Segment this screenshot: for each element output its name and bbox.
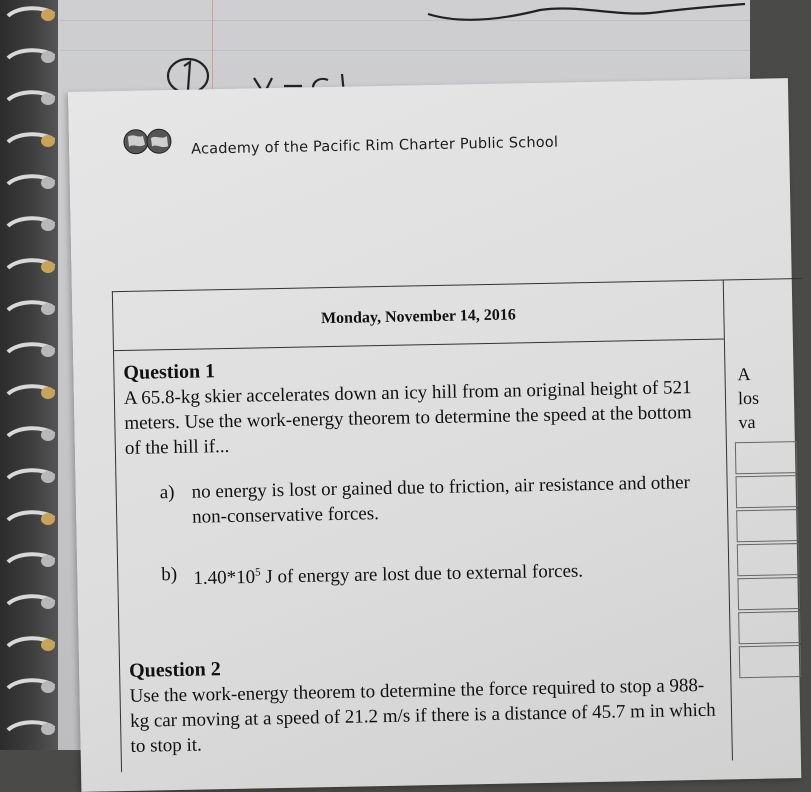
school-name: Academy of the Pacific Rim Charter Public School [190, 134, 559, 158]
question-body: A 65.8-kg skier accelerates down an icy hill from an original height of 521 meters. Use the work-energy theorem to determine the speed at the bottom of the hill if... [123, 377, 692, 459]
date-row [113, 280, 724, 351]
spiral-ring-icon [4, 550, 58, 568]
spiral-ring-icon [4, 592, 58, 610]
answer-box [738, 611, 801, 644]
spiral-ring-icon [4, 340, 58, 358]
answer-box [739, 645, 802, 678]
question-1-part-a [159, 470, 712, 531]
answer-box [737, 577, 800, 610]
part-text: no energy is lost or gained due to friction, air resistance and other non-conservative forces. [191, 472, 691, 528]
question-1 [123, 350, 695, 461]
part-label: a) [159, 482, 175, 504]
spiral-ring-icon [4, 676, 58, 694]
side-text-line: los [737, 387, 760, 409]
question-title: Question 1 [123, 360, 216, 384]
worksheet-date: Monday, November 14, 2016 [320, 306, 516, 328]
spiral-ring-icon [4, 172, 58, 190]
spiral-ring-icon [4, 214, 58, 232]
part-label: b) [161, 563, 178, 586]
answer-box [735, 475, 798, 508]
part-text-coefficient: 1.40*10 [193, 566, 256, 590]
spiral-ring-icon [4, 508, 58, 526]
answer-box [737, 543, 800, 576]
question-2 [129, 648, 721, 759]
answer-box [735, 441, 798, 474]
part-text-exponent: 5 [254, 566, 261, 579]
part-text-rest: J of energy are lost due to external forces. [260, 560, 584, 588]
spiral-ring-icon [4, 46, 58, 64]
spiral-ring-icon [4, 4, 58, 22]
side-text-line: A [737, 363, 751, 385]
spiral-ring-icon [4, 298, 58, 316]
spiral-ring-icon [4, 718, 58, 736]
answer-box [736, 509, 799, 542]
side-text-line: va [738, 411, 756, 433]
globe-logo-icon [121, 126, 178, 157]
question-title: Question 2 [128, 658, 222, 682]
notebook-rule [60, 50, 750, 51]
adjacent-column [722, 278, 811, 760]
spiral-ring-icon [4, 130, 58, 148]
question-body: Use the work-energy theorem to determine the force required to stop a 988-kg car moving at a speed of 21.2 m/s if there is a distance of 45.7 m in which to stop it. [129, 674, 716, 757]
spiral-ring-icon [4, 634, 58, 652]
spiral-ring-icon [4, 256, 58, 274]
spiral-ring-icon [4, 424, 58, 442]
handout-sheet [68, 78, 801, 792]
spiral-ring-icon [4, 88, 58, 106]
spiral-ring-icon [4, 382, 58, 400]
handwritten-scribble-top [420, 0, 750, 30]
spiral-ring-icon [4, 466, 58, 484]
